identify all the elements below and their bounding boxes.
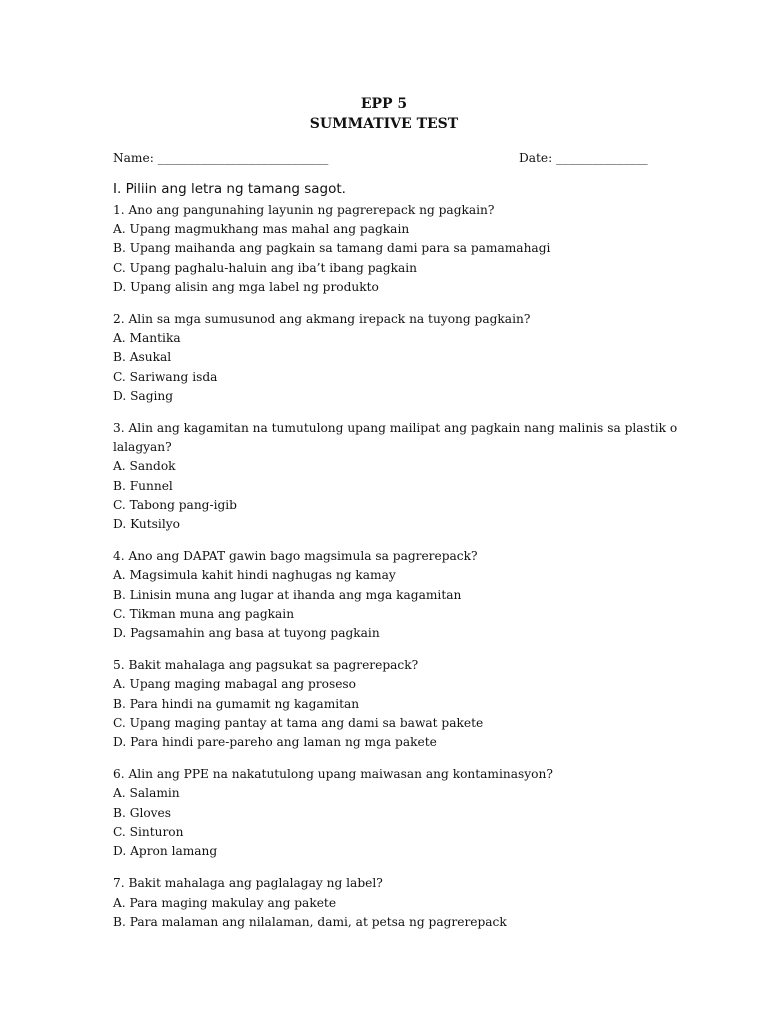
answer-choice: D. Upang alisin ang mga label ng produkto [113,279,379,294]
answer-choice: A. Magsimula kahit hindi naghugas ng kamay [113,568,396,583]
answer-choice: A. Sandok [113,459,176,474]
answer-choice: D. Kutsilyo [113,517,180,532]
answer-choice: A. Upang maging mabagal ang proseso [113,677,357,692]
page-subtitle: SUMMATIVE TEST [309,116,459,132]
answer-choice: B. Para malaman ang nilalaman, dami, at petsa ng pagrerepack [113,914,507,929]
question-item [113,310,653,406]
name-field: Name: ____________________________ [113,151,329,165]
question-item [113,765,653,861]
question-text: 4. Ano ang DAPAT gawin bago magsimula sa pagrerepack? [113,549,478,564]
question-list [113,201,678,945]
answer-choice: A. Upang magmukhang mas mahal ang pagkain [113,222,410,237]
page-title: EPP 5 [360,96,408,112]
question-text: 6. Alin ang PPE na nakatutulong upang maiwasan ang kontaminasyon? [113,767,553,782]
answer-choice: D. Para hindi pare-pareho ang laman ng mga pakete [113,735,437,750]
title-block [0,94,768,134]
question-item [113,656,653,752]
answer-choice: A. Para maging makulay ang pakete [113,895,337,910]
answer-choice: A. Mantika [113,331,181,346]
question-item [113,547,653,643]
question-item [113,201,653,297]
answer-choice: C. Sinturon [113,824,184,839]
answer-choice: C. Upang maging pantay at tama ang dami sa bawat pakete [113,715,484,730]
answer-choice: D. Saging [113,388,174,403]
question-text: 7. Bakit mahalaga ang paglalagay ng label? [113,876,383,891]
answer-choice: B. Linisin muna ang lugar at ihanda ang mga kagamitan [113,587,462,602]
answer-choice: B. Para hindi na gumamit ng kagamitan [113,696,360,711]
question-item [113,419,678,534]
question-text: 1. Ano ang pangunahing layunin ng pagrerepack ng pagkain? [113,203,495,217]
answer-choice: C. Tabong pang-igib [113,497,237,512]
question-text: 5. Bakit mahalaga ang pagsukat sa pagrerepack? [113,658,419,673]
question-text: 2. Alin sa mga sumusunod ang akmang irepack na tuyong pagkain? [113,312,531,327]
question-item [113,874,653,932]
answer-choice: C. Tikman muna ang pagkain [113,606,295,621]
question-text: lalagyan? [113,440,172,455]
question-text: 3. Alin ang kagamitan na tumutulong upang mailipat ang pagkain nang malinis sa plastik o [113,421,678,436]
answer-choice: C. Sariwang isda [113,369,218,384]
answer-choice: A. Salamin [113,786,180,801]
answer-choice: B. Gloves [113,805,172,820]
answer-choice: D. Apron lamang [113,844,218,859]
answer-choice: B. Upang maihanda ang pagkain sa tamang dami para sa pamamahagi [113,241,551,256]
answer-choice: D. Pagsamahin ang basa at tuyong pagkain [113,626,380,641]
answer-choice: B. Asukal [113,350,172,365]
answer-choice: C. Upang paghalu-haluin ang iba’t ibang pagkain [113,260,417,275]
answer-choice: B. Funnel [113,478,173,493]
section-title: I. Piliin ang letra ng tamang sagot. [113,181,346,197]
date-field: Date: _______________ [519,151,648,165]
